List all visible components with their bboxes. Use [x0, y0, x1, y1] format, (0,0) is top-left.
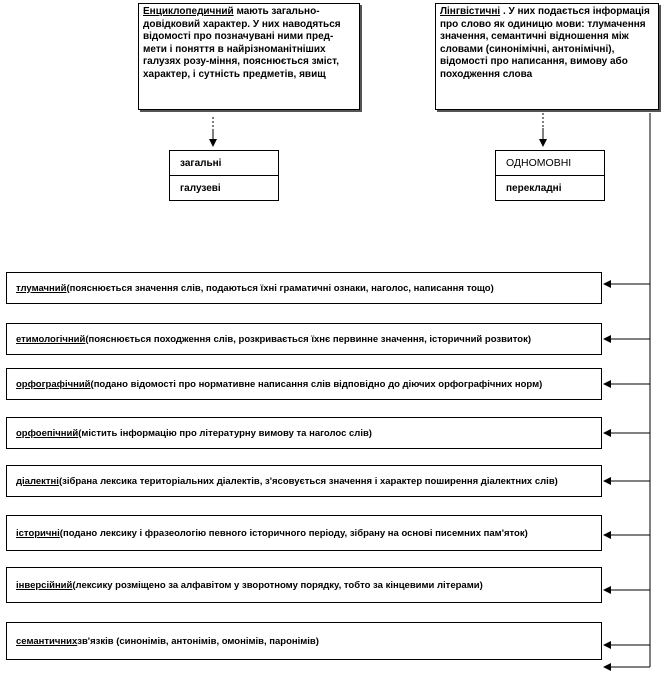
dictionary-description: (лексику розміщено за алфавітом у зворотному порядку, тобто за кінцевими літерами) [72, 579, 483, 591]
dictionary-term: етимологічний [16, 333, 86, 345]
linguistic-type-label: ОДНОМОВНІ [506, 157, 572, 169]
encyclopedic-type-label: загальні [180, 157, 222, 169]
dictionary-type-etymological [6, 323, 602, 355]
dictionary-term: орфографічний [16, 378, 91, 390]
dictionary-description: (пояснюється походження слів, розкривається їхнє первинне значення, історичний розвиток) [85, 333, 532, 345]
linguistic-dictionaries-box [435, 3, 659, 110]
linguistic-type-label: перекладні [506, 182, 562, 194]
dictionary-term: діалектні [16, 475, 59, 487]
dictionary-type-dialect [6, 465, 602, 497]
encyclopedic-type-branch [169, 175, 279, 201]
dictionary-description: (пояснюється значення слів, подаються їхні граматичні ознаки, наголос, написання тощо) [66, 282, 494, 294]
dictionary-description: (подано відомості про нормативне написання слів відповідно до діючих орфографічних норм) [90, 378, 543, 390]
dictionary-type-orthoepic [6, 417, 602, 449]
dictionary-type-semantic [6, 622, 602, 660]
dictionary-description: зв'язків (синонімів, антонімів, омонімів, паронімів) [77, 635, 319, 647]
dictionary-description: (подано лексику і фразеологію певного історичного періоду, зібрану на основі писемних пам'яток) [59, 527, 528, 539]
dictionary-type-inverse [6, 567, 602, 603]
encyclopedic-description: мають загально-довідковий характер. У них наводяться відомості про позначувані ними пред-мети і поняття в найрізноманітніших галузях розу-міння, пояснюється зміст, характер, і сутність предметів, явищ [143, 6, 341, 80]
dictionary-type-orthographic [6, 368, 602, 400]
dictionary-type-historical [6, 515, 602, 551]
linguistic-description: . У них подається інформація про слово як одиницю мови: тлумачення значення, семантичні відношення між словами (синонімічні, антонімічні), відомості про написання, вимову або походження слова [440, 6, 650, 80]
encyclopedic-dictionaries-box [138, 3, 360, 110]
encyclopedic-lead: Енциклопедичний [143, 6, 234, 17]
dictionary-description: (зібрана лексика територіальних діалектів, з'ясовується значення і характер поширення діалектних слів) [58, 475, 558, 487]
linguistic-type-monolingual [495, 150, 605, 176]
dictionary-term: семантичних [16, 635, 78, 647]
dictionary-description: (містить інформацію про літературну вимову та наголос слів) [78, 427, 372, 439]
encyclopedic-type-general [169, 150, 279, 176]
dictionary-term: інверсійний [16, 579, 73, 591]
dictionary-term: історичні [16, 527, 60, 539]
dictionary-type-explanatory [6, 272, 602, 304]
linguistic-type-translation [495, 175, 605, 201]
dictionary-term: орфоепічний [16, 427, 79, 439]
encyclopedic-type-label: галузеві [180, 182, 221, 194]
linguistic-lead: Лінгвістичні [440, 6, 501, 17]
dictionary-term: тлумачний [16, 282, 67, 294]
